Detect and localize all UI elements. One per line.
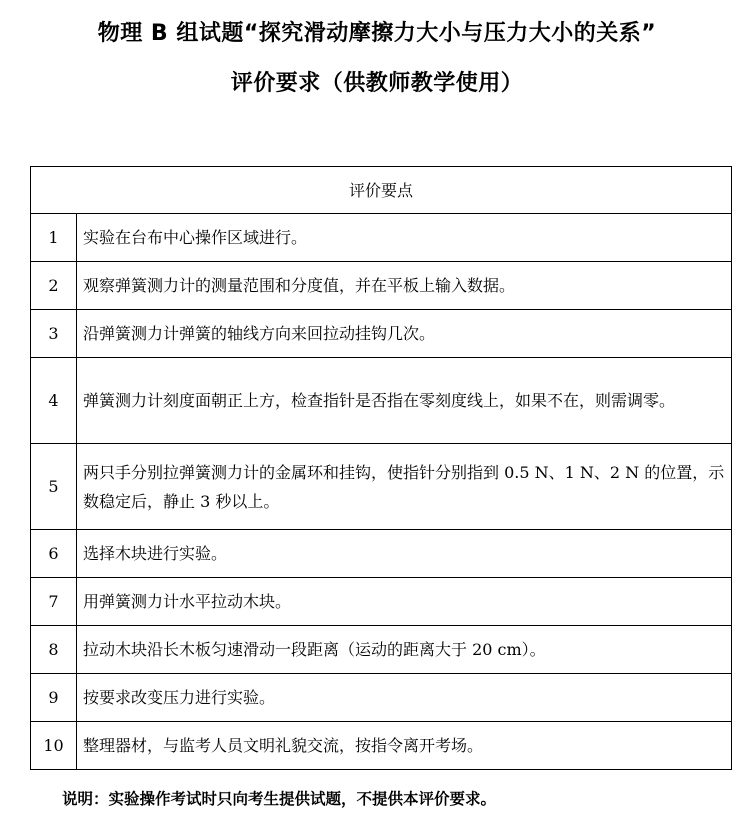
- row-number: 8: [31, 626, 77, 674]
- table-row: [31, 310, 732, 358]
- row-text: 选择木块进行实验。: [77, 530, 732, 578]
- row-number: 2: [31, 262, 77, 310]
- table-row: [31, 578, 732, 626]
- row-number: 7: [31, 578, 77, 626]
- table-row: [31, 674, 732, 722]
- table-row: [31, 530, 732, 578]
- row-number: 10: [31, 722, 77, 770]
- table-row: [31, 626, 732, 674]
- row-number: 6: [31, 530, 77, 578]
- row-text: 整理器材，与监考人员文明礼貌交流，按指令离开考场。: [77, 722, 732, 770]
- row-number: 1: [31, 214, 77, 262]
- document-subtitle: 评价要求（供教师教学使用）: [230, 71, 524, 96]
- table-row: [31, 214, 732, 262]
- evaluation-table: [30, 166, 732, 770]
- row-number: 5: [31, 444, 77, 530]
- row-text: 观察弹簧测力计的测量范围和分度值，并在平板上输入数据。: [77, 262, 732, 310]
- row-text: 按要求改变压力进行实验。: [77, 674, 732, 722]
- row-number: 3: [31, 310, 77, 358]
- footnote: 说明：实验操作考试时只向考生提供试题，不提供本评价要求。: [62, 790, 497, 808]
- row-number: 4: [31, 358, 77, 444]
- document-title: 物理 B 组试题“探究滑动摩擦力大小与压力大小的关系”: [97, 21, 657, 46]
- row-text: 两只手分别拉弹簧测力计的金属环和挂钩，使指针分别指到 0.5 N、1 N、2 N 的位置，示数稳定后，静止 3 秒以上。: [77, 444, 732, 530]
- table-row: [31, 358, 732, 444]
- row-text: 弹簧测力计刻度面朝正上方，检查指针是否指在零刻度线上，如果不在，则需调零。: [77, 358, 732, 444]
- row-number: 9: [31, 674, 77, 722]
- table-row: [31, 444, 732, 530]
- table-row: [31, 262, 732, 310]
- row-text: 实验在台布中心操作区域进行。: [77, 214, 732, 262]
- table-row: [31, 722, 732, 770]
- table-header: 评价要点: [31, 167, 732, 214]
- row-text: 沿弹簧测力计弹簧的轴线方向来回拉动挂钩几次。: [77, 310, 732, 358]
- row-text: 用弹簧测力计水平拉动木块。: [77, 578, 732, 626]
- row-text: 拉动木块沿长木板匀速滑动一段距离（运动的距离大于 20 cm）。: [77, 626, 732, 674]
